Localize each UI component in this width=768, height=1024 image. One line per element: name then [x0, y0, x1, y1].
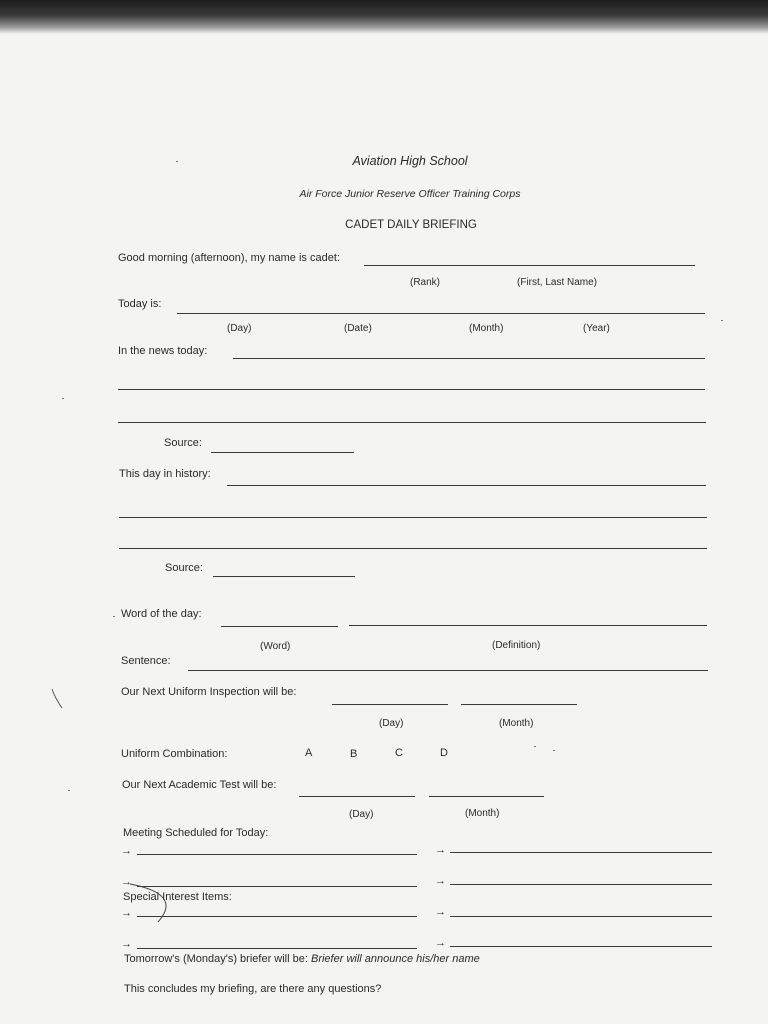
arrow-icon: →	[435, 906, 446, 918]
cadet-name-field[interactable]	[364, 265, 695, 266]
pen-curve	[128, 882, 188, 924]
definition-field[interactable]	[349, 625, 707, 626]
history-source-field[interactable]	[213, 576, 355, 577]
news-field-3[interactable]	[118, 422, 706, 423]
history-field-2[interactable]	[119, 517, 707, 518]
uniform-option-c[interactable]: C	[395, 747, 403, 759]
today-day-caption: (Day)	[227, 323, 252, 334]
news-label: In the news today:	[118, 345, 208, 357]
test-month-caption: (Month)	[465, 808, 500, 819]
today-field[interactable]	[177, 313, 705, 314]
greeting-label: Good morning (afternoon), my name is cadet:	[118, 252, 340, 264]
inspection-month-field[interactable]	[461, 704, 577, 705]
tomorrow-briefer	[124, 953, 480, 966]
program-name: Air Force Junior Reserve Officer Training Corps	[299, 188, 521, 200]
word-field[interactable]	[221, 626, 338, 627]
today-label: Today is:	[118, 298, 162, 310]
test-day-field[interactable]	[299, 796, 415, 797]
history-field-3[interactable]	[119, 548, 707, 549]
sentence-label: Sentence:	[121, 655, 171, 667]
inspection-label: Our Next Uniform Inspection will be:	[121, 686, 297, 698]
name-caption: (First, Last Name)	[517, 277, 598, 288]
history-source-label: Source:	[165, 562, 203, 574]
uniform-option-a[interactable]: A	[305, 747, 313, 759]
scan-speck	[113, 616, 115, 617]
inspection-day-field[interactable]	[332, 704, 448, 705]
meeting-field-1[interactable]	[137, 854, 417, 855]
special-field-4[interactable]	[450, 946, 712, 947]
special-field-3[interactable]	[137, 948, 417, 949]
arrow-icon: →	[121, 876, 132, 888]
arrow-icon: →	[121, 938, 132, 950]
school-name: Aviation High School	[352, 154, 468, 168]
scan-speck	[553, 750, 555, 751]
arrow-icon: →	[435, 875, 446, 887]
test-day-caption: (Day)	[349, 809, 374, 820]
rank-caption: (Rank)	[410, 277, 441, 288]
today-year-caption: (Year)	[583, 323, 610, 334]
special-field-2[interactable]	[450, 916, 712, 917]
news-field-2[interactable]	[118, 389, 705, 390]
definition-caption: (Definition)	[492, 640, 541, 651]
news-field-1[interactable]	[233, 358, 705, 359]
form-title: CADET DAILY BRIEFING	[345, 219, 477, 231]
uniform-option-b[interactable]: B	[350, 748, 358, 760]
test-label: Our Next Academic Test will be:	[122, 779, 277, 791]
scan-speck	[62, 398, 64, 399]
uniform-option-d[interactable]: D	[440, 747, 448, 759]
closing-statement: This concludes my briefing, are there any questions?	[124, 983, 382, 995]
inspection-month-caption: (Month)	[499, 718, 534, 729]
word-label: Word of the day:	[121, 608, 202, 620]
tomorrow-label: Tomorrow's (Monday's) briefer will be:	[124, 953, 308, 965]
sentence-field[interactable]	[188, 670, 708, 671]
arrow-icon: →	[435, 937, 446, 949]
meetings-label: Meeting Scheduled for Today:	[123, 827, 269, 839]
scan-speck	[534, 746, 536, 747]
special-label: Special Interest Items:	[123, 891, 232, 903]
meeting-field-4[interactable]	[450, 884, 712, 885]
scan-speck	[68, 790, 70, 791]
word-caption: (Word)	[260, 641, 291, 652]
scan-speck	[721, 320, 723, 321]
scan-speck	[176, 161, 178, 162]
arrow-icon: →	[435, 844, 446, 856]
scan-shadow-band	[0, 0, 768, 34]
pen-mark	[50, 688, 64, 710]
inspection-day-caption: (Day)	[379, 718, 404, 729]
uniform-label: Uniform Combination:	[121, 748, 228, 760]
today-month-caption: (Month)	[469, 323, 504, 334]
news-source-label: Source:	[164, 437, 202, 449]
tomorrow-note: Briefer will announce his/her name	[310, 953, 480, 965]
history-label: This day in history:	[119, 468, 211, 480]
meeting-field-2[interactable]	[450, 852, 712, 853]
history-field-1[interactable]	[227, 485, 706, 486]
news-source-field[interactable]	[211, 452, 354, 453]
today-date-caption: (Date)	[344, 323, 372, 334]
arrow-icon: →	[121, 907, 132, 919]
arrow-icon: →	[121, 845, 132, 857]
test-month-field[interactable]	[429, 796, 544, 797]
